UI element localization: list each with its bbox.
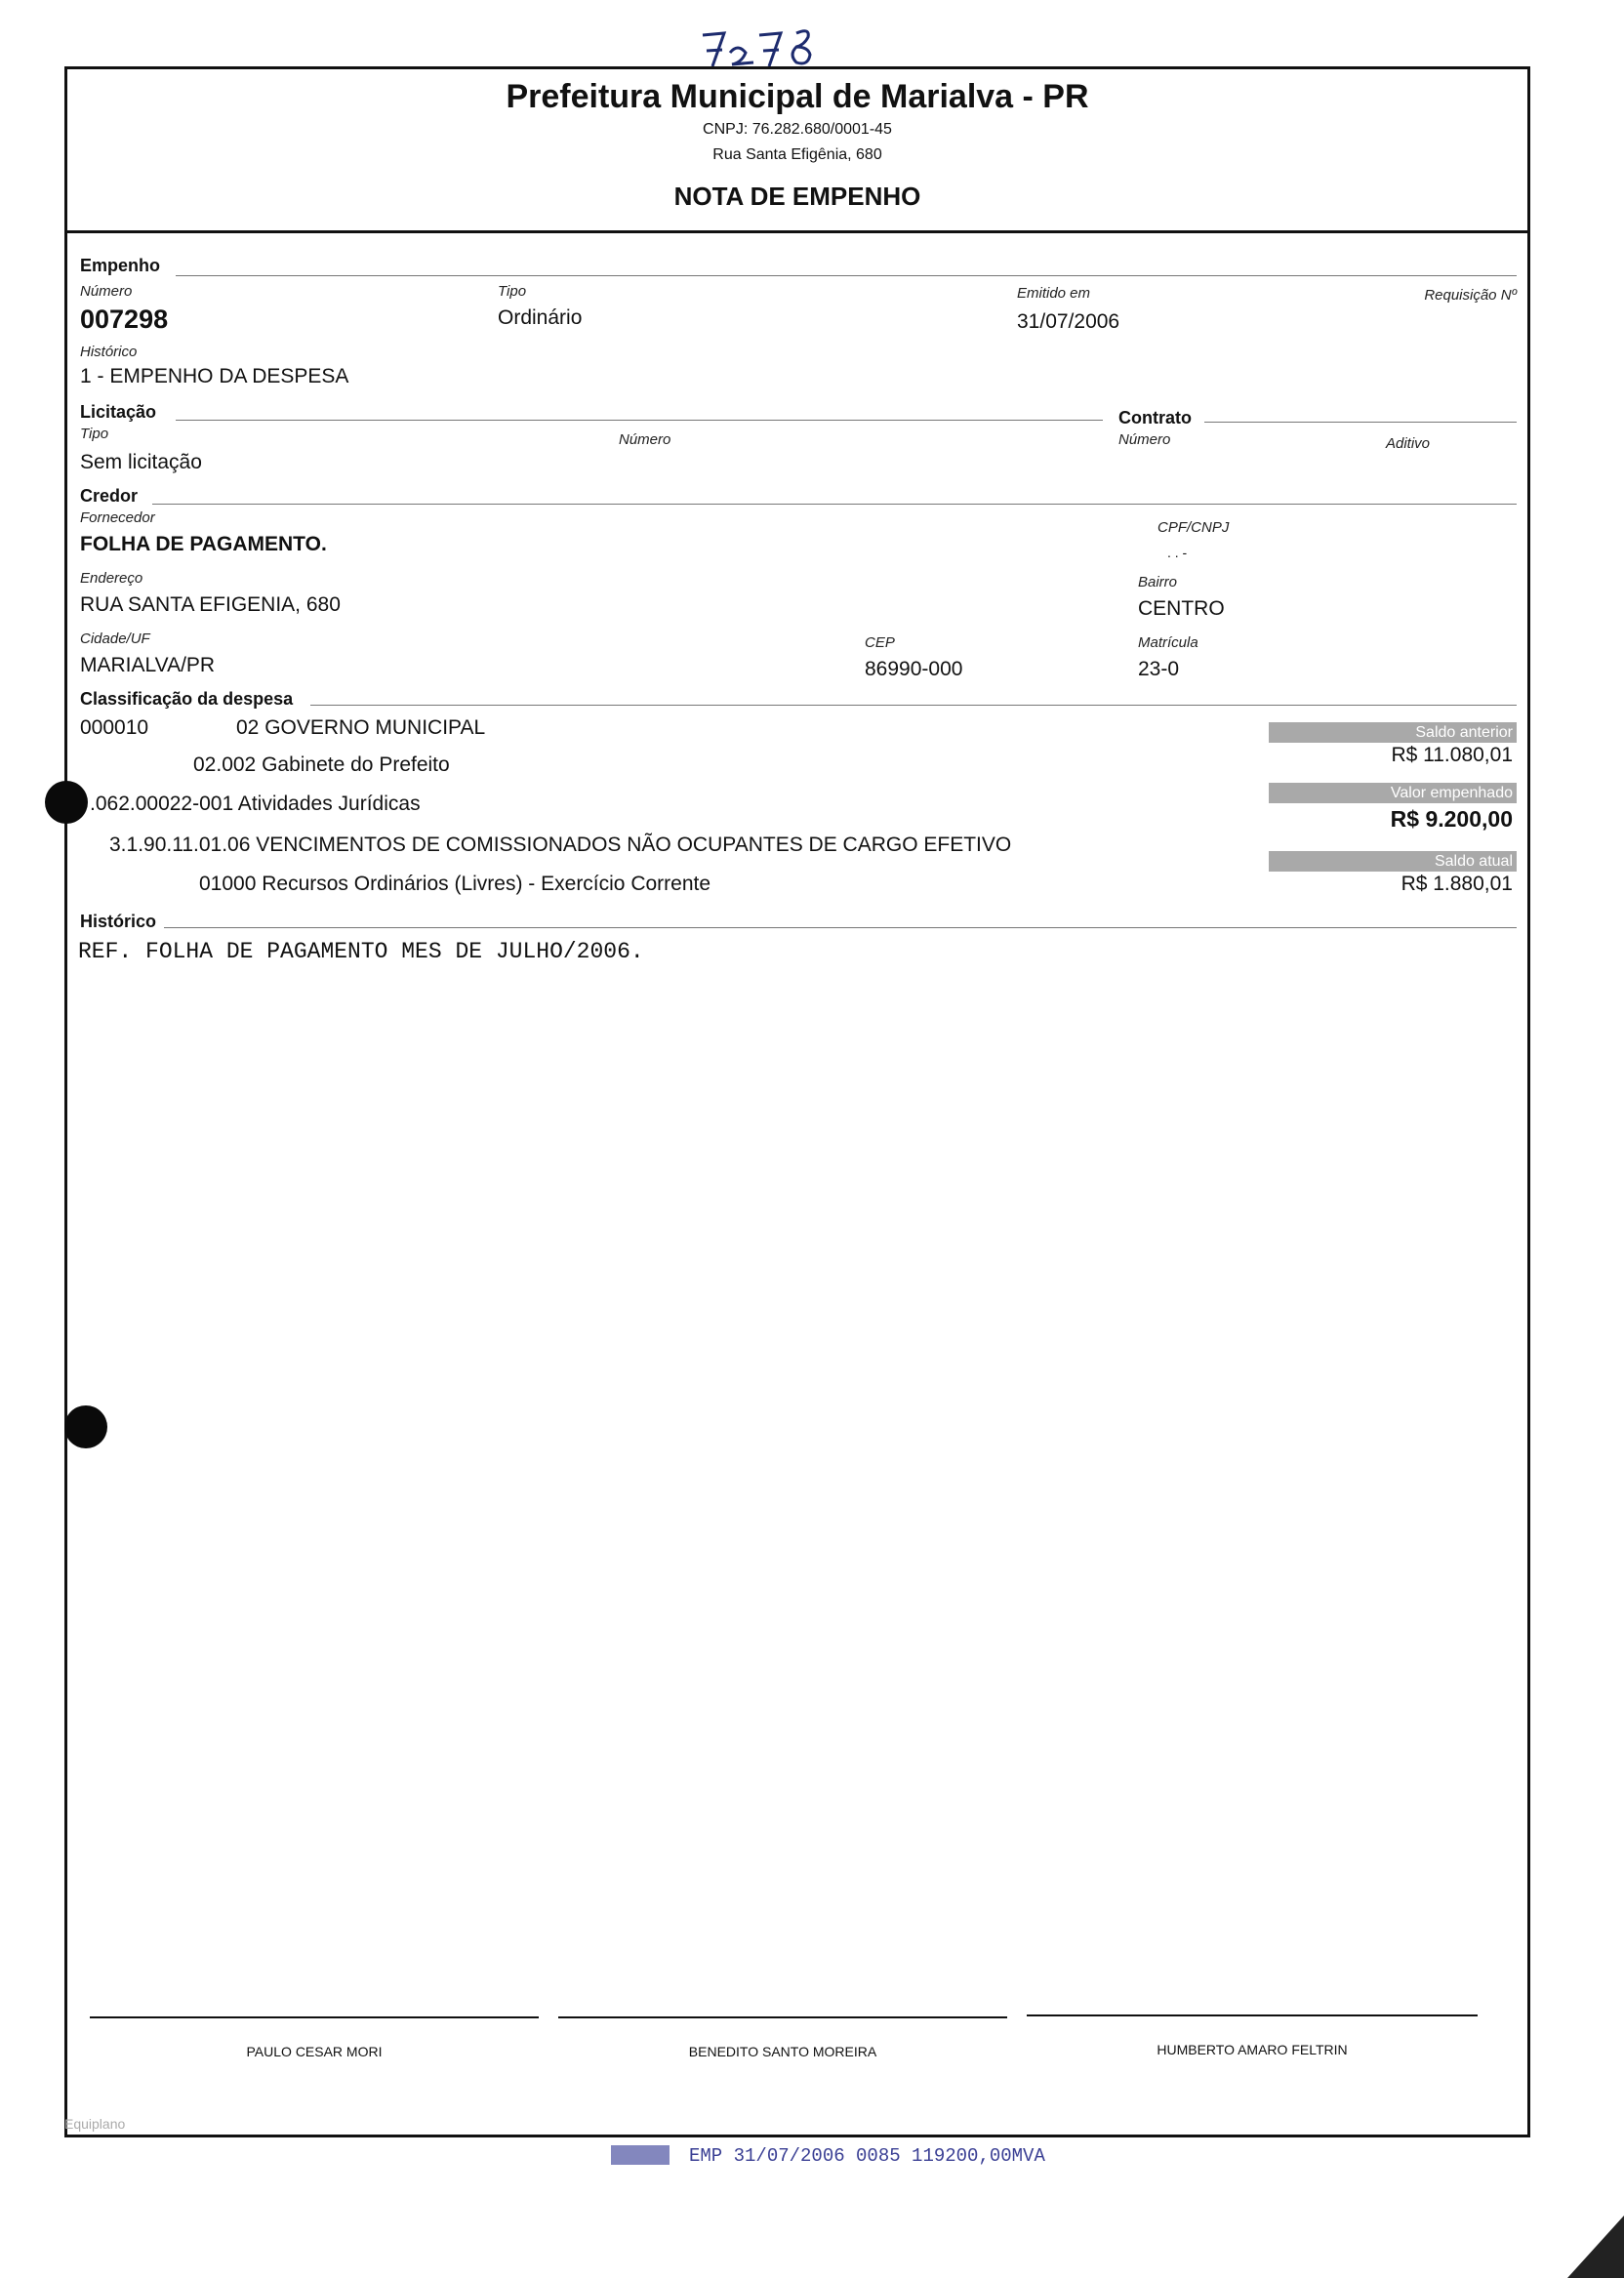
historico-text: REF. FOLHA DE PAGAMENTO MES DE JULHO/2006. xyxy=(78,939,644,964)
classificacao-code: 000010 xyxy=(80,716,149,739)
page-corner xyxy=(1567,2216,1624,2278)
classificacao-line5: 01000 Recursos Ordinários (Livres) - Exercício Corrente xyxy=(199,873,711,895)
section-contrato: Contrato xyxy=(1118,408,1192,427)
handwritten-number xyxy=(695,23,841,72)
empenho-number: 007298 xyxy=(80,305,169,334)
section-rule xyxy=(310,705,1517,706)
cnpj: CNPJ: 76.282.680/0001-45 xyxy=(703,121,892,138)
cpf-label: CPF/CNPJ xyxy=(1157,519,1230,536)
tipo-label: Tipo xyxy=(498,283,527,300)
saldo-atual-label: Saldo atual xyxy=(1269,851,1517,872)
cep-value: 86990-000 xyxy=(865,658,963,680)
section-classificacao: Classificação da despesa xyxy=(80,689,294,709)
classificacao-line2: 02.002 Gabinete do Prefeito xyxy=(193,753,450,776)
signature-name: PAULO CESAR MORI xyxy=(246,2044,383,2059)
classificacao-line1: 02 GOVERNO MUNICIPAL xyxy=(236,716,486,739)
signature-line xyxy=(90,2016,539,2018)
section-historico: Histórico xyxy=(80,912,157,931)
saldo-anterior-label: Saldo anterior xyxy=(1269,722,1517,743)
stamp-logo xyxy=(611,2145,670,2165)
empenho-tipo: Ordinário xyxy=(498,306,583,329)
requisicao-label: Requisição Nº xyxy=(1424,287,1517,304)
fornecedor-label: Fornecedor xyxy=(80,509,155,526)
saldo-anterior-value: R$ 11.080,01 xyxy=(1391,744,1513,766)
emitido-label: Emitido em xyxy=(1017,285,1091,302)
bairro-value: CENTRO xyxy=(1138,597,1225,620)
valor-empenhado-value: R$ 9.200,00 xyxy=(1390,806,1513,832)
contrato-numero-label: Número xyxy=(1118,431,1171,448)
classificacao-line3: .062.00022-001 Atividades Jurídicas xyxy=(90,793,421,815)
section-rule xyxy=(1204,422,1517,423)
print-stamp: EMP 31/07/2006 0085 119200,00MVA xyxy=(689,2145,1045,2167)
aditivo-label: Aditivo xyxy=(1386,435,1431,452)
cidade-value: MARIALVA/PR xyxy=(80,654,216,676)
section-licitacao: Licitação xyxy=(80,402,157,422)
valor-empenhado-label: Valor empenhado xyxy=(1269,783,1517,803)
saldo-atual-value: R$ 1.880,01 xyxy=(1401,873,1513,895)
licitacao-numero-label: Número xyxy=(619,431,671,448)
document-title: NOTA DE EMPENHO xyxy=(673,182,921,211)
numero-label: Número xyxy=(80,283,133,300)
endereco-value: RUA SANTA EFIGENIA, 680 xyxy=(80,593,341,616)
software-label: Equiplano xyxy=(64,2116,126,2132)
emitido-date: 31/07/2006 xyxy=(1017,310,1120,333)
cep-label: CEP xyxy=(865,634,895,651)
punch-hole xyxy=(64,1405,107,1448)
section-rule xyxy=(176,420,1103,421)
address: Rua Santa Efigênia, 680 xyxy=(712,146,882,163)
header-divider xyxy=(64,230,1530,233)
section-rule xyxy=(164,927,1517,928)
section-rule xyxy=(152,504,1517,505)
licitacao-tipo: Sem licitação xyxy=(80,451,202,473)
endereco-label: Endereço xyxy=(80,570,143,587)
fornecedor-name: FOLHA DE PAGAMENTO. xyxy=(80,533,327,555)
empenho-historico: 1 - EMPENHO DA DESPESA xyxy=(80,365,349,387)
section-empenho: Empenho xyxy=(80,256,161,275)
punch-hole xyxy=(45,781,88,824)
cidade-label: Cidade/UF xyxy=(80,631,150,647)
bairro-label: Bairro xyxy=(1138,574,1178,590)
signature-line xyxy=(558,2016,1007,2018)
signature-name: BENEDITO SANTO MOREIRA xyxy=(688,2044,877,2059)
matricula-label: Matrícula xyxy=(1138,634,1198,651)
historico-label: Histórico xyxy=(80,344,138,360)
classificacao-line4: 3.1.90.11.01.06 VENCIMENTOS DE COMISSIONADOS NÃO OCUPANTES DE CARGO EFETIVO xyxy=(109,834,1012,856)
licitacao-tipo-label: Tipo xyxy=(80,426,109,442)
signature-name: HUMBERTO AMARO FELTRIN xyxy=(1157,2042,1348,2057)
cpf-value: . . - xyxy=(1167,545,1188,560)
section-rule xyxy=(176,275,1517,276)
page-title: Prefeitura Municipal de Marialva - PR xyxy=(506,78,1089,115)
signature-line xyxy=(1027,2014,1478,2016)
matricula-value: 23-0 xyxy=(1138,658,1180,680)
section-credor: Credor xyxy=(80,486,139,506)
